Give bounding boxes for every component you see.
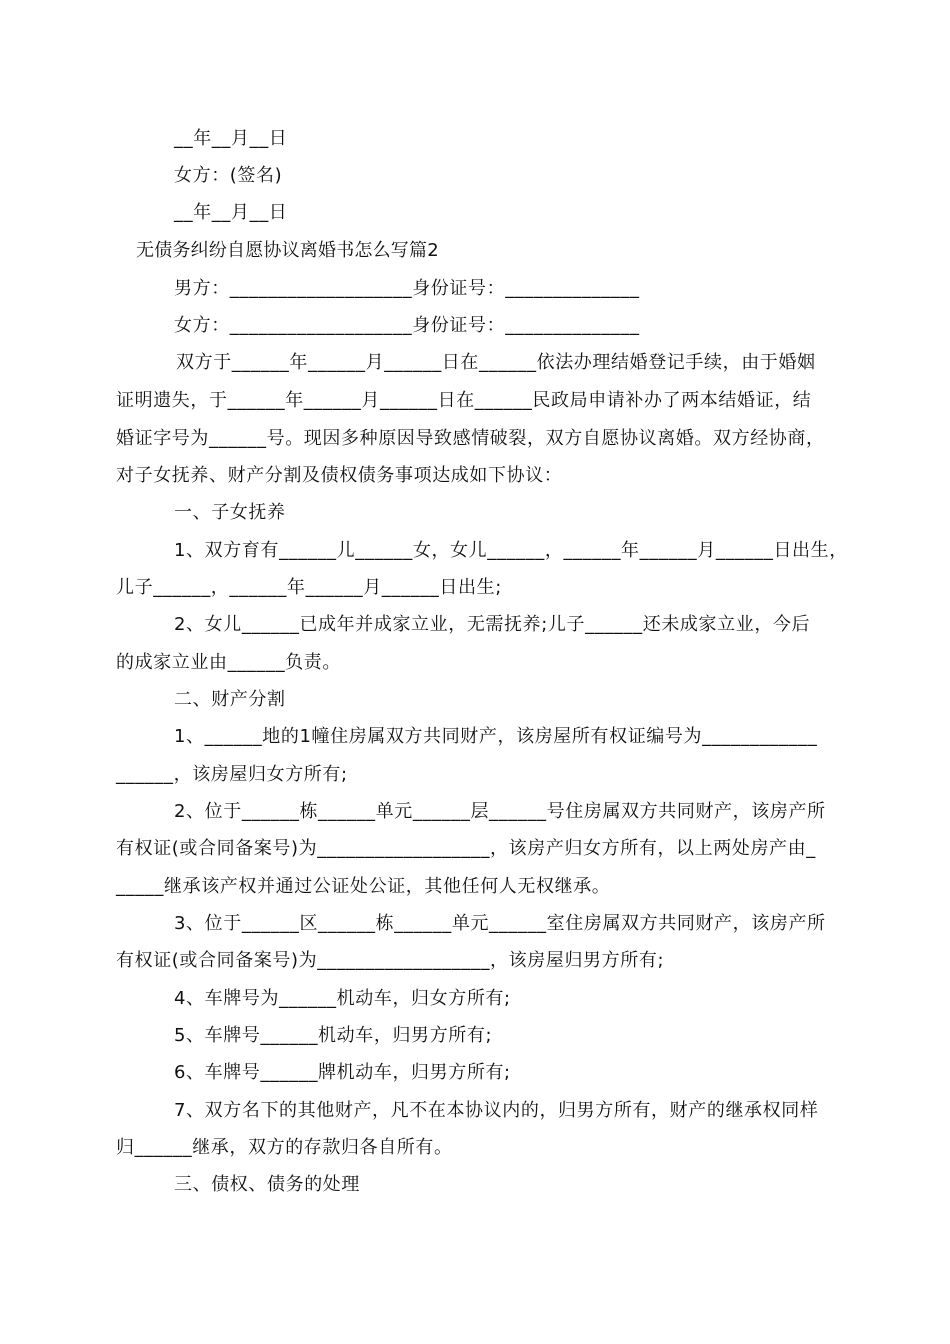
paragraph-line: 7、双方名下的其他财产，凡不在本协议内的，归男方所有，财产的继承权同样	[174, 1100, 819, 1121]
section-heading: 一、子女抚养	[174, 502, 286, 523]
paragraph-line: _____继承该产权并通过公证处公证，其他任何人无权继承。	[116, 876, 611, 897]
paragraph-line: 1、______地的1幢住房属双方共同财产，该房屋所有权证编号为____________	[174, 726, 818, 747]
paragraph-line: 2、位于______栋______单元______层______号住房属双方共同财产，该房产所	[174, 801, 826, 822]
section-title: 无债务纠纷自愿协议离婚书怎么写篇2	[136, 240, 439, 261]
paragraph-line: 的成家立业由______负责。	[116, 652, 341, 673]
section-heading: 三、债权、债务的处理	[174, 1174, 360, 1195]
male-id-line: 男方：___________________身份证号：______________	[174, 278, 640, 299]
paragraph-line: 2、女儿______已成年并成家立业，无需抚养;儿子______还未成家立业，今后	[174, 614, 811, 635]
paragraph-line: 3、位于______区______栋______单元______室住房属双方共同财产，该房产所	[174, 913, 826, 934]
paragraph-line: 4、车牌号为______机动车，归女方所有;	[174, 988, 511, 1009]
female-id-line: 女方：___________________身份证号：______________	[174, 315, 640, 336]
paragraph-line: 有权证(或合同备案号)为__________________，该房产归女方所有，以上两处房产由_	[116, 838, 816, 859]
paragraph-line: 1、双方育有______儿______女，女儿______，______年______月______日出生，	[174, 540, 848, 561]
paragraph-line: 婚证字号为______号。现因多种原因导致感情破裂，双方自愿协议离婚。双方经协商，	[116, 428, 825, 449]
paragraph-line: 6、车牌号______牌机动车，归男方所有;	[174, 1062, 511, 1083]
paragraph-line: 儿子______，______年______月______日出生;	[116, 577, 502, 598]
paragraph-line: 双方于______年______月______日在______依法办理结婚登记手续，由于婚姻	[176, 352, 816, 373]
female-signature-line: 女方：(签名)	[174, 165, 283, 186]
paragraph-line: 有权证(或合同备案号)为__________________，该房屋归男方所有;	[116, 950, 665, 971]
date-line: __年__月__日	[174, 202, 288, 223]
paragraph-line: 5、车牌号______机动车，归男方所有;	[174, 1025, 493, 1046]
paragraph-line: 证明遗失，于______年______月______日在______民政局申请补办了两本结婚证，结	[116, 390, 812, 411]
paragraph-line: 对子女抚养、财产分割及债权债务事项达成如下协议：	[116, 465, 563, 486]
paragraph-line: ______，该房屋归女方所有;	[116, 764, 348, 785]
paragraph-line: 归______继承，双方的存款归各自所有。	[116, 1137, 453, 1158]
date-line: __年__月__日	[174, 128, 288, 149]
section-heading: 二、财产分割	[174, 689, 286, 710]
